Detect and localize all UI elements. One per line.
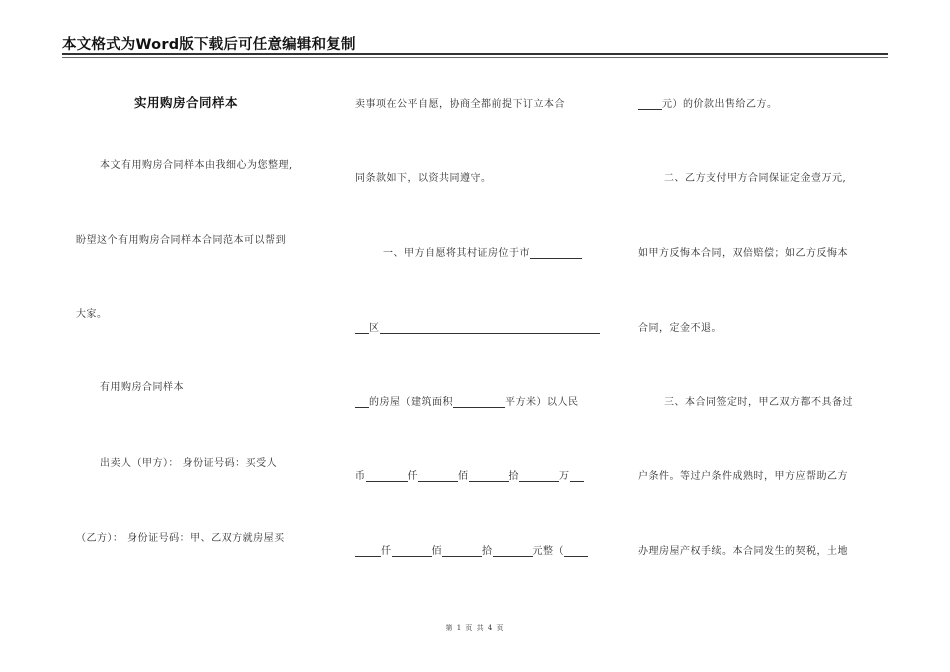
paragraph-line (638, 95, 778, 110)
paragraph-line: 二、乙方支付甲方合同保证定金壹万元, (664, 173, 847, 184)
clause-text: 仟 (381, 546, 392, 557)
fill-blank (355, 322, 369, 334)
paragraph-line: 同条款如下，以资共同遵守。 (355, 173, 492, 184)
clause-text: 元整（ (532, 546, 564, 557)
fill-blank (570, 470, 584, 482)
fill-blank (453, 396, 505, 408)
clause-text: 元）的价款出售给乙方。 (662, 99, 778, 110)
fill-blank (380, 322, 600, 334)
paragraph-line: 三、本合同签定时，甲乙双方都不具备过 (664, 397, 853, 408)
paragraph-line (355, 393, 579, 408)
paragraph-line: 户条件。等过户条件成熟时，甲方应帮助乙方 (638, 471, 848, 482)
paragraph-line: 有用购房合同样本 (100, 382, 184, 393)
paragraph-line: 如甲方反悔本合同，双倍赔偿；如乙方反悔本 (638, 248, 848, 259)
clause-text: 一、甲方自愿将其村证房位于市 (383, 248, 530, 259)
clause-text: 仟 (407, 471, 418, 482)
clause-text: 万 (559, 471, 570, 482)
paragraph-line (355, 467, 584, 482)
paragraph-line (355, 319, 600, 334)
fill-blank (418, 470, 458, 482)
paragraph-line: （乙方）： 身份证号码：甲、乙双方就房屋买 (76, 533, 285, 544)
paragraph-line: 本文有用购房合同样本由我细心为您整理, (100, 160, 293, 171)
paragraph-line: 大家。 (76, 309, 108, 320)
paragraph-line: 卖事项在公平自愿，协商全都前提下订立本合 (355, 99, 565, 110)
fill-blank (564, 545, 588, 557)
fill-blank (366, 470, 408, 482)
paragraph-line: 合同，定金不退。 (638, 323, 722, 334)
fill-blank (530, 247, 582, 259)
header-rule-thick (62, 53, 888, 55)
fill-blank (355, 545, 381, 557)
clause-text: 佰 (431, 546, 442, 557)
clause-text: 拾 (508, 471, 519, 482)
paragraph-line (383, 244, 582, 259)
clause-text: 区 (369, 323, 380, 334)
header-rule-thin (62, 57, 888, 58)
clause-text: 拾 (482, 546, 493, 557)
paragraph-line: 办理房屋产权手续。本合同发生的契税，土地 (638, 546, 848, 557)
fill-blank (392, 545, 432, 557)
clause-text: 的房屋（建筑面积 (369, 397, 453, 408)
fill-blank (469, 470, 509, 482)
document-banner: 本文格式为Word版下载后可任意编辑和复制 (62, 37, 356, 53)
fill-blank (442, 545, 482, 557)
clause-text: 佰 (458, 471, 469, 482)
clause-text: 平方米）以人民 (505, 397, 579, 408)
fill-blank (519, 470, 559, 482)
paragraph-line: 出卖人（甲方）： 身份证号码：买受人 (100, 458, 278, 469)
clause-text: 币 (355, 471, 366, 482)
fill-blank (638, 98, 662, 110)
paragraph-line: 盼望这个有用购房合同样本合同范本可以帮到 (76, 235, 286, 246)
paragraph-line (355, 542, 588, 557)
page-number: 第 1 页 共 4 页 (445, 624, 505, 632)
fill-blank (493, 545, 533, 557)
contract-title: 实用购房合同样本 (134, 95, 239, 110)
fill-blank (355, 396, 369, 408)
